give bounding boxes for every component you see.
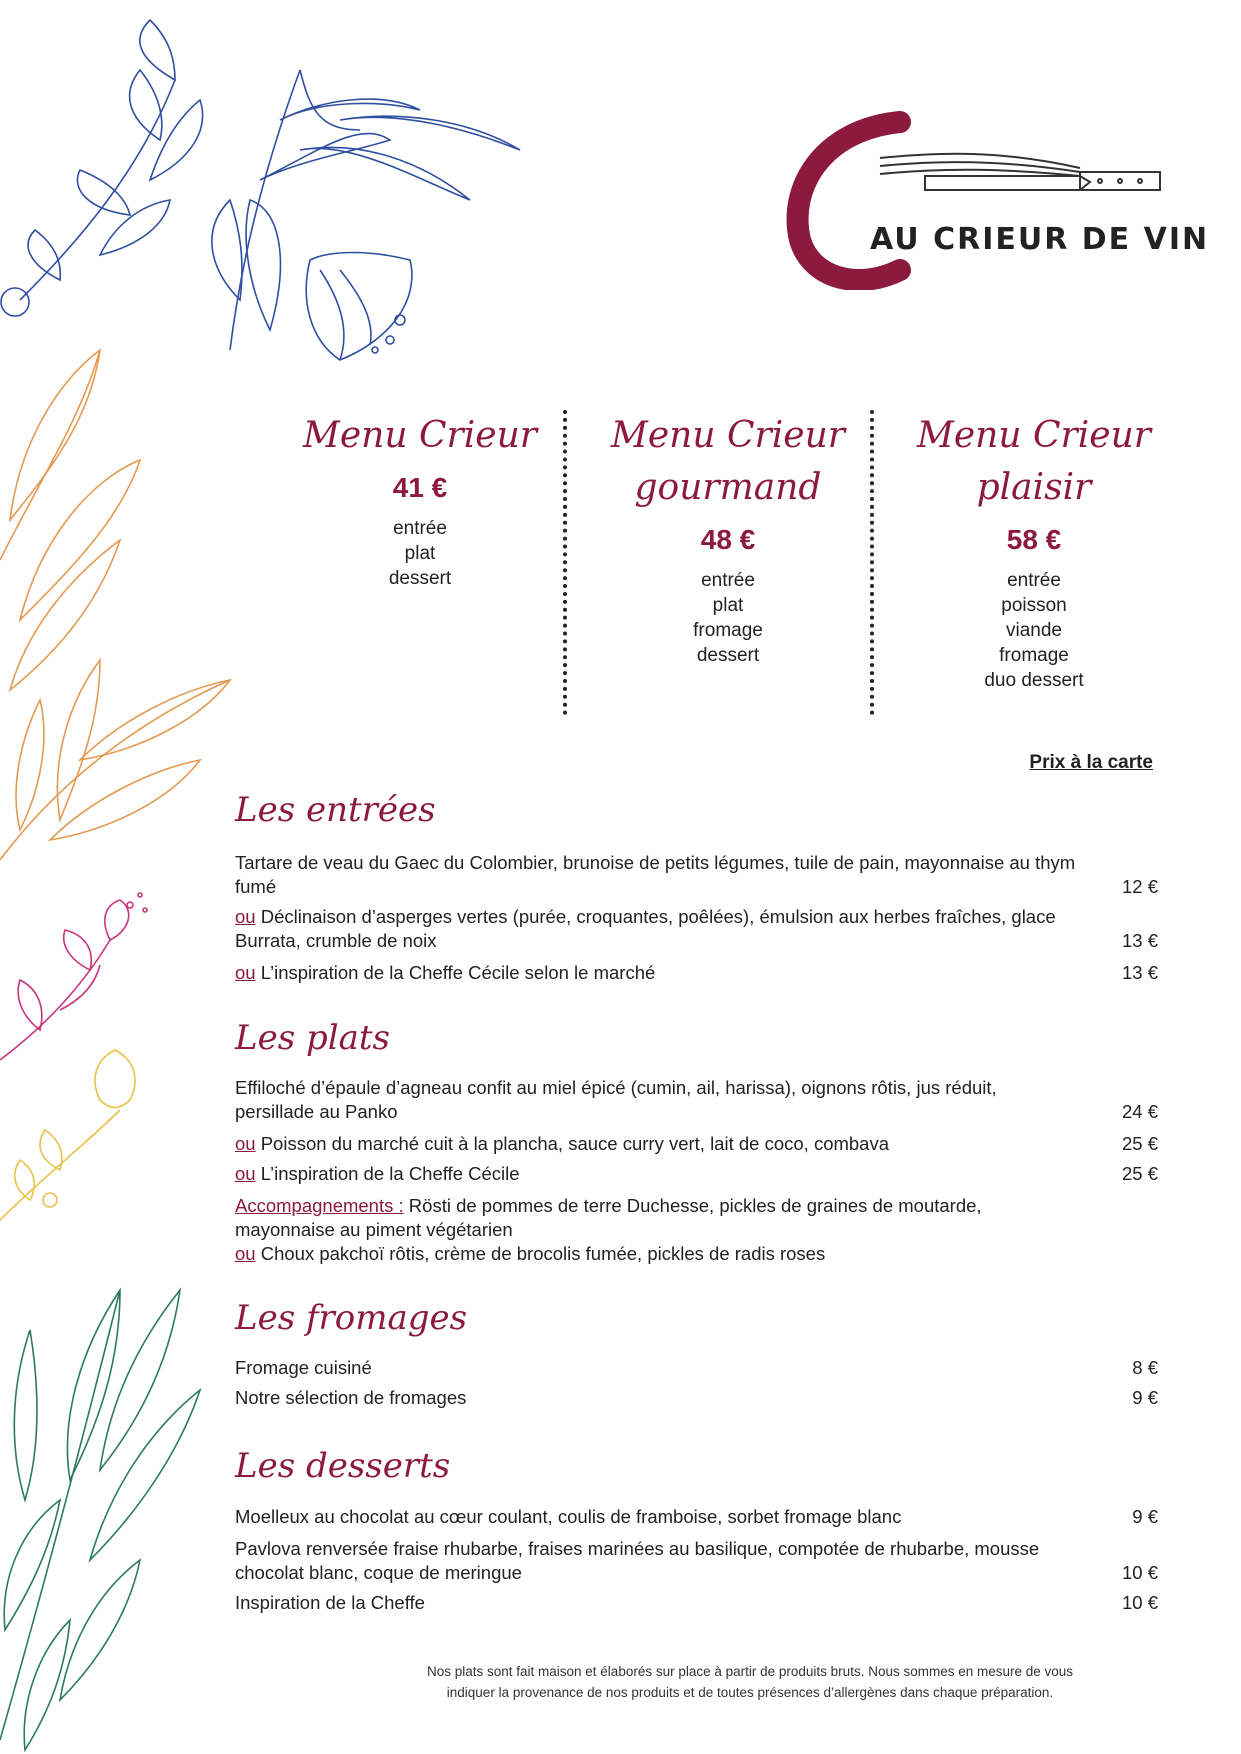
section-title-desserts: Les desserts	[235, 1446, 451, 1486]
dish-price: 12 €	[1121, 876, 1158, 897]
dish-price: 24 €	[1121, 1101, 1158, 1122]
list-item	[235, 1132, 1158, 1156]
dish-description: Poisson du marché cuit à la plancha, sauce curry vert, lait de coco, combava	[260, 1133, 890, 1154]
ou-label: ou	[235, 1243, 256, 1264]
ou-label: ou	[235, 906, 256, 927]
section-title-fromages: Les fromages	[235, 1298, 468, 1338]
menu-title: Menu Crieur	[917, 415, 1151, 456]
blue-leaf-branch-illustration	[1, 20, 520, 360]
list-item	[235, 1386, 1158, 1410]
yellow-flower-illustration	[0, 1050, 135, 1220]
menu-crieur-plaisir	[884, 410, 1184, 693]
list-item	[235, 1162, 1158, 1186]
dish-price: 25 €	[1121, 1163, 1158, 1184]
list-item	[235, 1505, 1158, 1529]
dish-description: Déclinaison d’asperges vertes (purée, croquantes, poêlées), émulsion aux herbes fraîches, glace Burrata, crumble de noix	[235, 906, 1056, 951]
menu-price: 58 €	[1006, 524, 1062, 555]
restaurant-logo	[780, 110, 1180, 290]
dish-description: L’inspiration de la Cheffe Cécile selon le marché	[260, 962, 656, 983]
fixed-menus	[270, 410, 1170, 720]
dish-description: L’inspiration de la Cheffe Cécile	[260, 1163, 520, 1184]
dotted-divider	[870, 410, 874, 715]
menu-crieur-gourmand	[578, 410, 878, 668]
accompagnements-alt-text: Choux pakchoï rôtis, crème de brocolis fumée, pickles de radis roses	[260, 1243, 826, 1264]
dish-description: Pavlova renversée fraise rhubarbe, fraises marinées au basilique, compotée de rhubarbe, mousse chocolat blanc, coque de meringue	[235, 1538, 1040, 1583]
a-la-carte-heading: Prix à la carte	[1029, 752, 1153, 773]
menu-title: Menu Crieur	[611, 415, 845, 456]
list-item	[235, 961, 1158, 985]
accompagnements-label: Accompagnements :	[235, 1195, 404, 1216]
dish-description: Effiloché d’épaule d’agneau confit au miel épicé (cumin, ail, harissa), oignons rôtis, jus réduit, persillade au Panko	[235, 1077, 997, 1122]
menu-course: entrée	[393, 518, 447, 539]
menu-subtitle: plaisir	[976, 467, 1092, 508]
list-item	[235, 1356, 1158, 1380]
dish-price: 10 €	[1121, 1592, 1158, 1613]
list-item	[235, 1537, 1158, 1585]
accompagnements-text: Rösti de pommes de terre Duchesse, pickles de graines de moutarde, mayonnaise au piment végétarien	[235, 1195, 982, 1240]
dish-description: Tartare de veau du Gaec du Colombier, brunoise de petits légumes, tuile de pain, mayonnaise au thym fumé	[235, 852, 1076, 897]
dish-description: Moelleux au chocolat au cœur coulant, coulis de framboise, sorbet fromage blanc	[235, 1506, 902, 1527]
dish-price: 9 €	[1132, 1387, 1158, 1408]
menu-course: dessert	[696, 645, 760, 666]
dish-description: Inspiration de la Cheffe	[235, 1592, 425, 1613]
menu-course: duo dessert	[984, 670, 1084, 691]
menu-course: dessert	[388, 568, 452, 589]
list-item	[235, 1076, 1158, 1124]
logo-wordmark: AU CRIEUR DE VIN	[870, 222, 1210, 257]
list-item	[235, 905, 1158, 953]
list-item	[235, 851, 1158, 899]
menu-course: viande	[1006, 620, 1062, 641]
menu-crieur	[270, 410, 570, 591]
footer-note	[400, 1661, 1100, 1703]
footer-line: indiquer la provenance de nos produits et de toutes présences d’allergènes dans chaque préparation.	[446, 1685, 1054, 1700]
menu-price: 41 €	[392, 472, 448, 503]
dish-price: 25 €	[1121, 1133, 1158, 1154]
menu-subtitle: gourmand	[634, 467, 822, 508]
fork-knife-icon	[880, 154, 1160, 190]
section-title-plats: Les plats	[235, 1018, 390, 1058]
magenta-flower-illustration	[0, 893, 147, 1060]
menu-course: entrée	[701, 570, 755, 591]
accompagnements	[235, 1194, 1158, 1266]
ou-label: ou	[235, 1133, 256, 1154]
ou-label: ou	[235, 962, 256, 983]
menu-course: plat	[712, 595, 744, 616]
list-item	[235, 1591, 1158, 1615]
green-leaf-branch-illustration	[0, 1290, 200, 1750]
dish-price: 13 €	[1121, 930, 1158, 951]
dish-price: 10 €	[1121, 1562, 1158, 1583]
dotted-divider	[563, 410, 567, 715]
menu-title: Menu Crieur	[303, 415, 537, 456]
ou-label: ou	[235, 1163, 256, 1184]
menu-price: 48 €	[700, 524, 756, 555]
menu-course: fromage	[693, 620, 763, 641]
section-title-entrees: Les entrées	[235, 790, 436, 830]
orange-leaf-branch-illustration	[0, 350, 230, 860]
dish-price: 8 €	[1132, 1357, 1158, 1378]
menu-course: fromage	[999, 645, 1069, 666]
menu-course: entrée	[1007, 570, 1061, 591]
dish-price: 13 €	[1121, 962, 1158, 983]
footer-line: Nos plats sont fait maison et élaborés sur place à partir de produits bruts. Nous sommes en mesure de vous	[426, 1664, 1074, 1679]
dish-description: Fromage cuisiné	[235, 1357, 372, 1378]
menu-course: poisson	[1001, 595, 1067, 616]
menu-course: plat	[404, 543, 436, 564]
dish-price: 9 €	[1132, 1506, 1158, 1527]
dish-description: Notre sélection de fromages	[235, 1387, 467, 1408]
